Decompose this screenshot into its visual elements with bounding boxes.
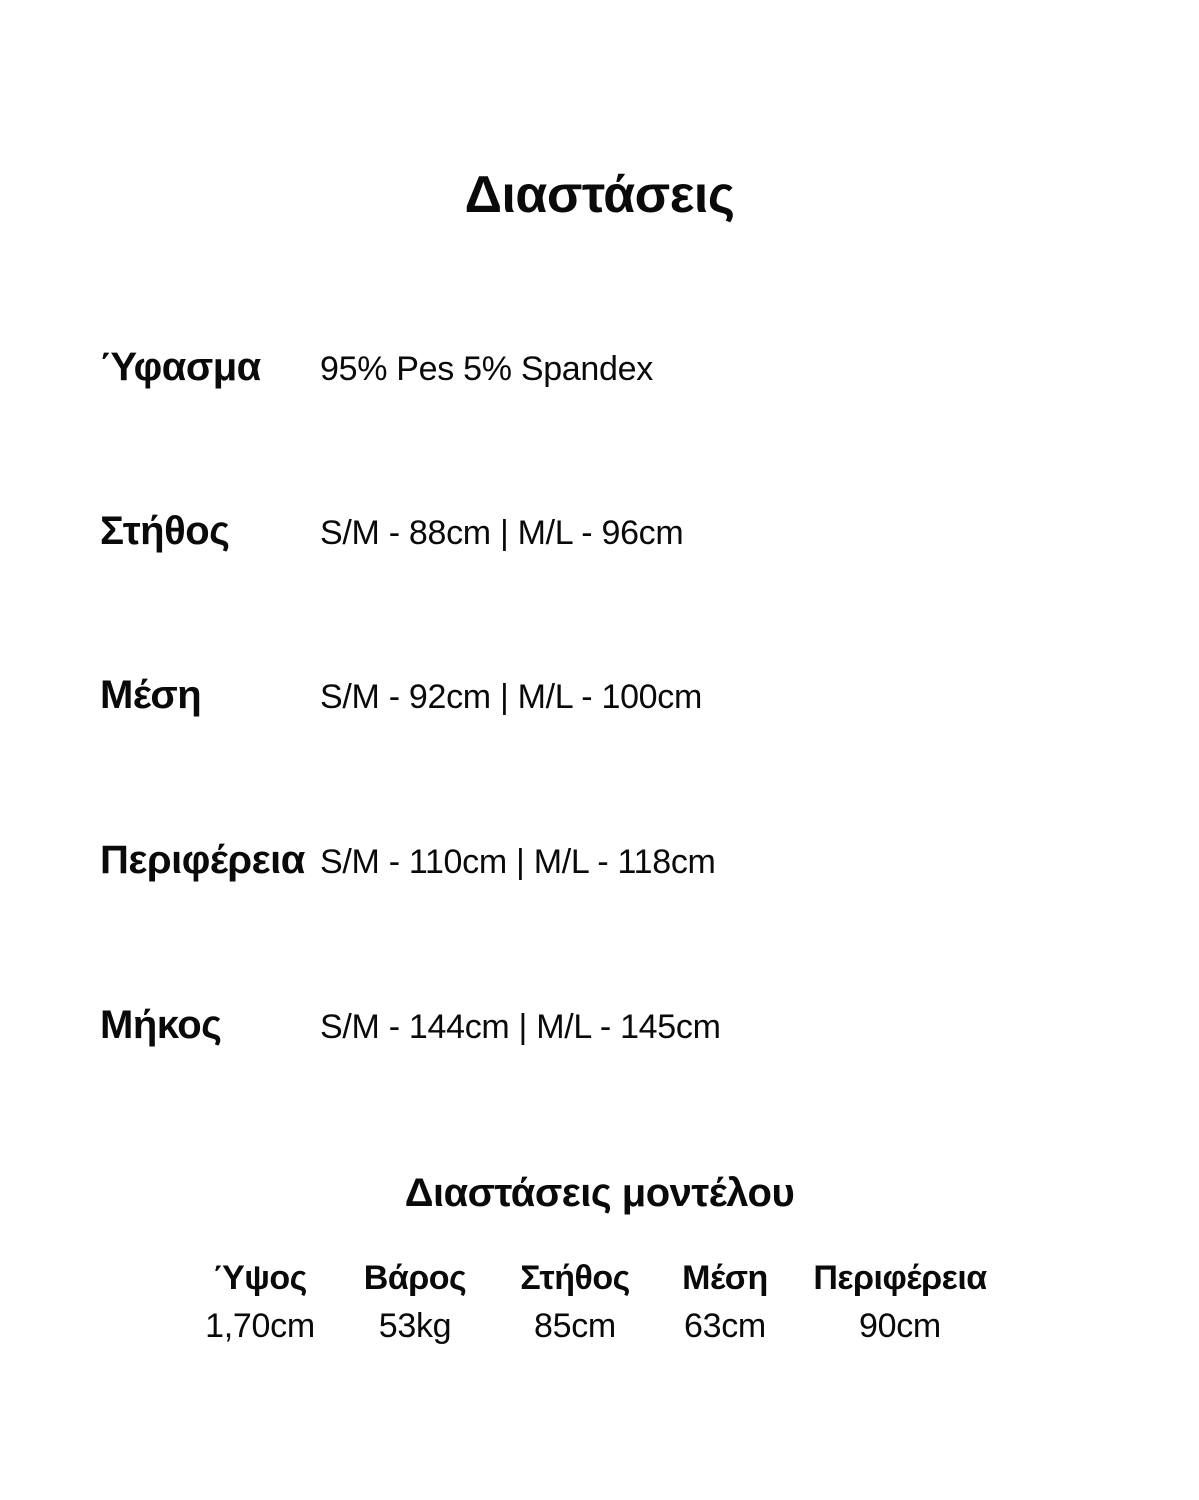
spec-row-hips bbox=[100, 840, 716, 880]
model-header-weight: Βάρος bbox=[363, 1259, 467, 1297]
spec-value-fabric: 95% Pes 5% Spandex bbox=[320, 350, 653, 388]
spec-label-hips: Περιφέρεια bbox=[100, 838, 305, 882]
model-header-waist: Μέση bbox=[682, 1259, 768, 1297]
model-dimensions-table bbox=[185, 1261, 1005, 1343]
model-value-waist: 63cm bbox=[684, 1307, 766, 1345]
model-header-chest: Στήθος bbox=[520, 1259, 630, 1297]
spec-value-hips: S/M - 110cm | M/L - 118cm bbox=[320, 843, 716, 881]
model-column-waist bbox=[655, 1261, 795, 1343]
model-column-weight bbox=[335, 1261, 495, 1343]
spec-value-waist: S/M - 92cm | M/L - 100cm bbox=[320, 678, 703, 716]
model-header-hips: Περιφέρεια bbox=[813, 1259, 987, 1297]
model-value-weight: 53kg bbox=[378, 1307, 452, 1345]
model-value-chest: 85cm bbox=[534, 1307, 616, 1345]
spec-value-chest: S/M - 88cm | M/L - 96cm bbox=[320, 514, 684, 552]
model-header-height: Ύψος bbox=[213, 1259, 307, 1297]
model-section-title: Διαστάσεις μοντέλου bbox=[404, 1171, 795, 1215]
model-column-chest bbox=[495, 1261, 655, 1343]
spec-label-chest: Στήθος bbox=[100, 509, 230, 553]
spec-label-length: Μήκος bbox=[100, 1003, 222, 1047]
spec-row-fabric bbox=[100, 347, 653, 387]
spec-row-waist bbox=[100, 675, 702, 715]
spec-row-chest bbox=[100, 511, 683, 551]
model-value-hips: 90cm bbox=[859, 1307, 941, 1345]
model-column-height bbox=[185, 1261, 335, 1343]
model-column-hips bbox=[795, 1261, 1005, 1343]
model-value-height: 1,70cm bbox=[205, 1307, 315, 1345]
spec-label-fabric: Ύφασμα bbox=[100, 345, 261, 389]
spec-label-waist: Μέση bbox=[100, 673, 202, 717]
page-title: Διαστάσεις bbox=[464, 166, 735, 224]
spec-value-length: S/M - 144cm | M/L - 145cm bbox=[320, 1008, 721, 1046]
spec-row-length bbox=[100, 1005, 721, 1045]
